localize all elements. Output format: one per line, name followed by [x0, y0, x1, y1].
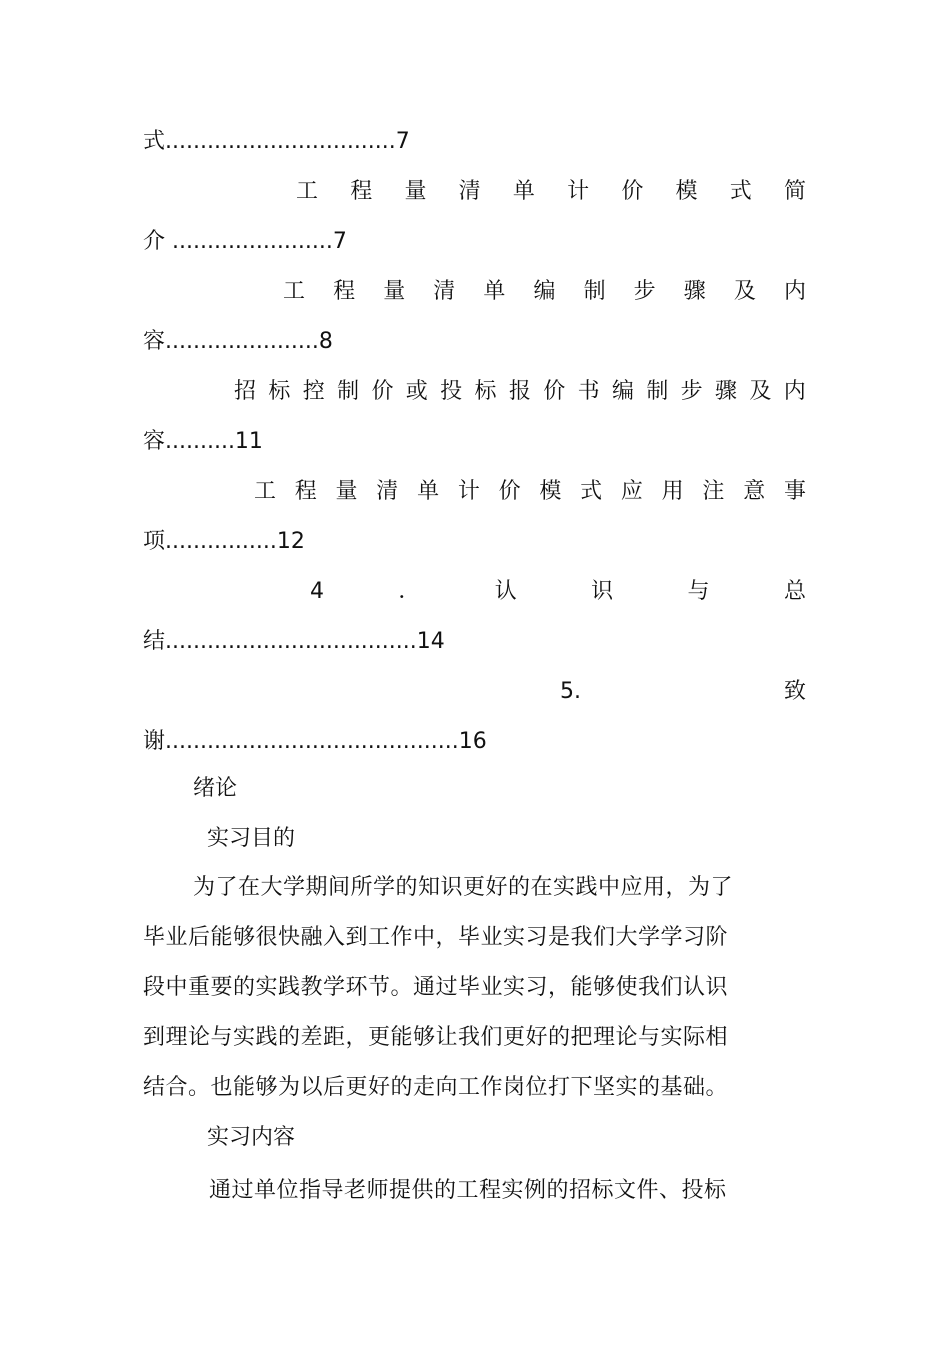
toc-char: 价 [371, 379, 394, 404]
toc-entry-tail: 式.................................7 [143, 129, 410, 154]
toc-char: 骤 [715, 379, 738, 404]
toc-entry-heading [296, 177, 806, 207]
toc-char: 4 [310, 579, 324, 604]
toc-char: 招 [234, 379, 257, 404]
toc-entry-heading [283, 277, 806, 307]
toc-char: 单 [512, 179, 535, 204]
toc-char: 编 [533, 279, 556, 304]
toc-entry-heading [560, 677, 806, 707]
toc-char: 清 [458, 179, 481, 204]
toc-char: 制 [583, 279, 606, 304]
toc-char: 程 [350, 179, 373, 204]
toc-char: 制 [337, 379, 360, 404]
toc-char: 总 [783, 579, 806, 604]
toc-char: 量 [383, 279, 406, 304]
toc-char: 内 [783, 279, 806, 304]
toc-char: 应 [620, 479, 643, 504]
paragraph-line: 段中重要的实践教学环节。通过毕业实习，能够使我们认识 [143, 975, 729, 1000]
toc-char: 标 [268, 379, 291, 404]
toc-char: 内 [783, 379, 806, 404]
toc-char: 报 [508, 379, 531, 404]
toc-char: 意 [743, 479, 766, 504]
toc-char: 书 [577, 379, 600, 404]
toc-char: 工 [296, 179, 319, 204]
toc-char: 单 [417, 479, 440, 504]
toc-char: 清 [433, 279, 456, 304]
toc-char: 量 [335, 479, 358, 504]
toc-entry-tail: 结....................................14 [143, 629, 445, 654]
toc-char: 步 [680, 379, 703, 404]
toc-char: 事 [783, 479, 806, 504]
toc-char: 及 [733, 279, 756, 304]
toc-char: 骤 [683, 279, 706, 304]
toc-char: 投 [440, 379, 463, 404]
toc-char: 工 [283, 279, 306, 304]
toc-entry-tail: 介 .......................7 [143, 229, 347, 254]
toc-char: 认 [494, 579, 517, 604]
toc-char: ． [398, 579, 421, 604]
toc-entry-heading [234, 377, 806, 407]
toc-entry-tail: 项................12 [143, 529, 305, 554]
toc-char: 致 [783, 679, 806, 704]
subsection-heading: 实习目的 [207, 826, 296, 851]
subsection-heading: 实习内容 [207, 1125, 296, 1150]
paragraph-line: 为了在大学期间所学的知识更好的在实践中应用，为了 [193, 875, 734, 900]
paragraph-line: 毕业后能够很快融入到工作中，毕业实习是我们大学学习阶 [143, 925, 729, 950]
toc-char: 标 [474, 379, 497, 404]
toc-char: 计 [567, 179, 590, 204]
toc-char: 模 [675, 179, 698, 204]
toc-char: 识 [591, 579, 614, 604]
toc-char: 5. [560, 679, 581, 704]
toc-char: 简 [783, 179, 806, 204]
toc-entry-heading [254, 477, 806, 507]
toc-char: 程 [294, 479, 317, 504]
toc-char: 编 [611, 379, 634, 404]
toc-char: 用 [661, 479, 684, 504]
toc-char: 式 [729, 179, 752, 204]
toc-char: 控 [302, 379, 325, 404]
paragraph-line: 结合。也能够为以后更好的走向工作岗位打下坚实的基础。 [143, 1075, 729, 1100]
toc-entry-tail: 谢..........................................16 [143, 729, 487, 754]
toc-char: 工 [254, 479, 277, 504]
toc-char: 或 [405, 379, 428, 404]
toc-char: 量 [404, 179, 427, 204]
toc-char: 制 [646, 379, 669, 404]
toc-char: 步 [633, 279, 656, 304]
toc-entry-tail: 容......................8 [143, 329, 333, 354]
toc-char: 程 [333, 279, 356, 304]
toc-char: 式 [580, 479, 603, 504]
section-heading: 绪论 [193, 776, 238, 801]
toc-entry-tail: 容..........11 [143, 429, 263, 454]
toc-char: 及 [749, 379, 772, 404]
toc-char: 注 [702, 479, 725, 504]
toc-char: 单 [483, 279, 506, 304]
toc-char: 价 [621, 179, 644, 204]
toc-char: 清 [376, 479, 399, 504]
toc-char: 计 [457, 479, 480, 504]
toc-char: 模 [539, 479, 562, 504]
paragraph-line: 到理论与实践的差距，更能够让我们更好的把理论与实际相 [143, 1025, 729, 1050]
toc-char: 与 [687, 579, 710, 604]
toc-char: 价 [498, 479, 521, 504]
toc-entry-heading [310, 577, 806, 607]
paragraph-line: 通过单位指导老师提供的工程实例的招标文件、投标 [209, 1178, 727, 1203]
toc-char: 价 [543, 379, 566, 404]
